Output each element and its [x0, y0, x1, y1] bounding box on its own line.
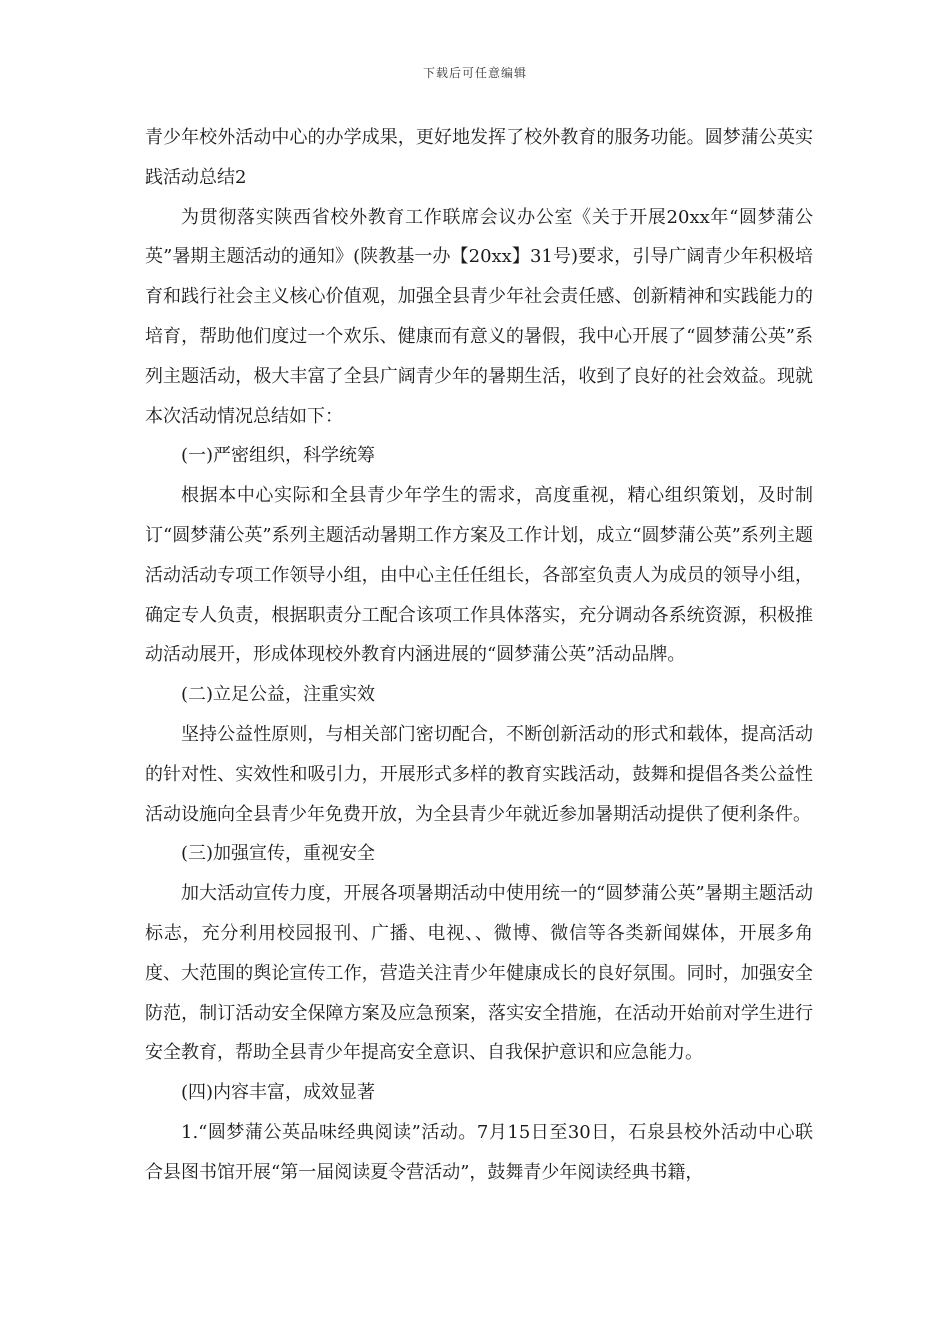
paragraph: 1.“圆梦蒲公英品味经典阅读”活动。7月15日至30日，石泉县校外活动中心联合县图书馆开展“第一届阅读夏令营活动”，鼓舞青少年阅读经典书籍， — [145, 1121, 813, 1183]
paragraph: 为贯彻落实陕西省校外教育工作联席会议办公室《关于开展20xx年“圆梦蒲公英”暑期主题活动的通知》(陕教基一办【20xx】31号)要求，引导广阔青少年积极培育和践行社会主义核心价值观，加强全县青少年社会责任感、创新精神和实践能力的培育，帮助他们度过一个欢乐、健康而有意义的暑假，我中心开展了“圆梦蒲公英”系列主题活动，极大丰富了全县广阔青少年的暑期生活，收到了良好的社会效益。现就本次活动情况总结如下： — [145, 206, 813, 427]
section-heading: (二)立足公益，注重实效 — [181, 684, 376, 706]
section-heading: (四)内容丰富，成效显著 — [181, 1082, 376, 1104]
section-heading: (一)严密组织，科学统筹 — [181, 445, 376, 467]
page-header: 下载后可任意编辑 — [422, 66, 527, 80]
paragraph: 根据本中心实际和全县青少年学生的需求，高度重视，精心组织策划，及时制订“圆梦蒲公英”系列主题活动暑期工作方案及工作计划，成立“圆梦蒲公英”系列主题活动活动专项工作领导小组，由中心主任任组长，各部室负责人为成员的领导小组，确定专人负责，根据职责分工配合该项工作具体落实，充分调动各系统资源，积极推动活动展开，形成体现校外教育内涵进展的“圆梦蒲公英”活动品牌。 — [145, 485, 813, 666]
document-body — [145, 118, 813, 1193]
paragraph: 青少年校外活动中心的办学成果，更好地发挥了校外教育的服务功能。圆梦蒲公英实践活动总结2 — [145, 127, 813, 188]
section-heading: (三)加强宣传，重视安全 — [181, 843, 376, 865]
paragraph: 坚持公益性原则，与相关部门密切配合，不断创新活动的形式和载体，提高活动的针对性、实效性和吸引力，开展形式多样的教育实践活动，鼓舞和提倡各类公益性活动设施向全县青少年免费开放，为全县青少年就近参加暑期活动提供了便利条件。 — [145, 723, 813, 825]
paragraph: 加大活动宣传力度，开展各项暑期活动中使用统一的“圆梦蒲公英”暑期主题活动标志，充分利用校园报刊、广播、电视、、微博、微信等各类新闻媒体，开展多角度、大范围的舆论宣传工作，营造关注青少年健康成长的良好氛围。同时，加强安全防范，制订活动安全保障方案及应急预案，落实安全措施，在活动开始前对学生进行安全教育，帮助全县青少年提高安全意识、自我保护意识和应急能力。 — [145, 883, 813, 1064]
